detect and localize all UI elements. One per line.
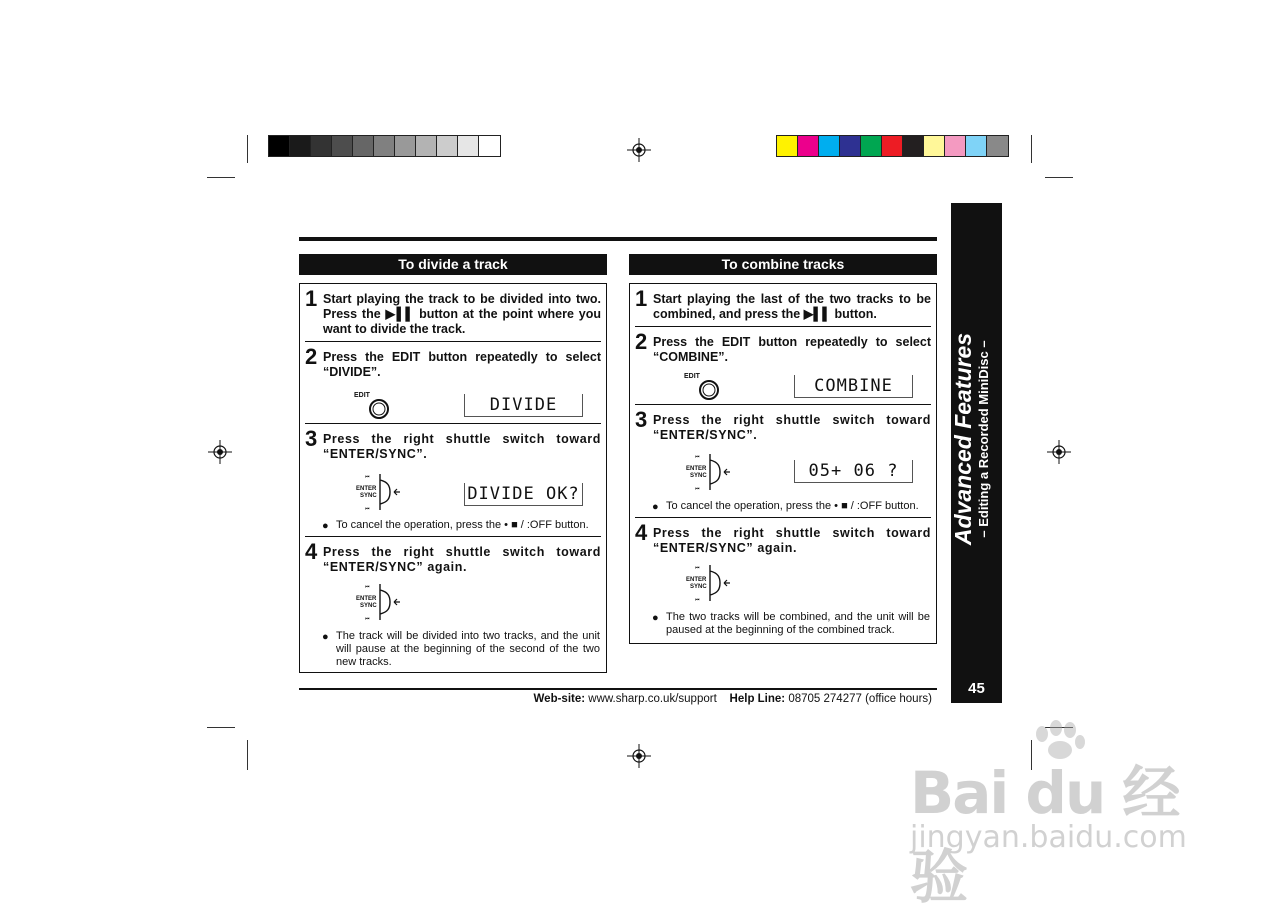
registration-mark-icon xyxy=(627,138,651,162)
edit-button-illustration xyxy=(354,392,404,418)
color-swatch xyxy=(987,136,1008,156)
color-swatch xyxy=(861,136,882,156)
color-swatch xyxy=(777,136,798,156)
chapter-sidebar xyxy=(951,203,1002,703)
enter-label: ENTER xyxy=(686,577,707,583)
divider xyxy=(635,404,931,405)
website-label: Web-site: xyxy=(533,693,586,705)
trim-mark xyxy=(1031,135,1032,163)
svg-text:⏮: ⏮ xyxy=(365,584,370,590)
website-link[interactable]: www.sharp.co.uk/support xyxy=(588,693,717,705)
step-number: 3 xyxy=(305,426,318,451)
edit-button-icon xyxy=(698,379,720,401)
edit-label: EDIT xyxy=(684,373,700,380)
svg-text:⏮: ⏮ xyxy=(695,454,700,460)
svg-text:⏮: ⏮ xyxy=(695,597,700,603)
trim-mark xyxy=(207,177,235,178)
color-swatch xyxy=(966,136,987,156)
footer xyxy=(534,692,932,706)
color-swatch xyxy=(798,136,819,156)
gray-calibration-strip xyxy=(268,135,501,157)
page-number: 45 xyxy=(968,680,985,697)
divider xyxy=(635,517,931,518)
helpline-number: 08705 274277 (office hours) xyxy=(788,693,932,705)
edit-button-illustration xyxy=(684,373,734,399)
color-swatch xyxy=(903,136,924,156)
step-text: Press the right shuttle switch toward “ENTER/SYNC”. xyxy=(323,432,601,461)
bullet-icon: ● xyxy=(652,501,659,513)
divide-step-3 xyxy=(305,426,601,462)
divider xyxy=(635,326,931,327)
sync-label: SYNC xyxy=(690,584,707,590)
result-note xyxy=(652,611,930,637)
color-swatch xyxy=(374,136,395,156)
combine-header: To combine tracks xyxy=(629,254,937,275)
bullet-icon: ● xyxy=(652,612,659,624)
step-text: Press the right shuttle switch toward “ENTER/SYNC” again. xyxy=(653,526,931,555)
enter-label: ENTER xyxy=(686,466,707,472)
cancel-note xyxy=(652,500,928,513)
trim-mark xyxy=(247,740,248,770)
note-text: To cancel the operation, press the • ■ / :OFF button. xyxy=(666,500,919,512)
step-number: 4 xyxy=(305,539,318,564)
step-number: 2 xyxy=(635,329,648,354)
svg-text:⏮: ⏮ xyxy=(695,486,700,492)
color-swatch xyxy=(290,136,311,156)
lcd-display: DIVIDE xyxy=(464,394,583,417)
note-text: To cancel the operation, press the • ■ / :OFF button. xyxy=(336,519,589,531)
color-swatch xyxy=(840,136,861,156)
step-text: Press the EDIT button repeatedly to select “DIVIDE”. xyxy=(323,350,601,379)
step-text: Press the right shuttle switch toward “ENTER/SYNC”. xyxy=(653,413,931,442)
divide-step-4 xyxy=(305,539,601,575)
lcd-display: 05+ 06 ? xyxy=(794,460,913,483)
step-text: Start playing the track to be divided into two. Press the ▶▌▌ button at the point where you want to divide the track. xyxy=(323,292,601,336)
color-swatch xyxy=(924,136,945,156)
step-number: 1 xyxy=(305,286,318,311)
note-text: The track will be divided into two tracks, and the unit will pause at the beginning of the second of the two new tracks. xyxy=(336,630,600,668)
svg-text:⏮: ⏮ xyxy=(365,474,370,480)
color-swatch xyxy=(458,136,479,156)
combine-panel xyxy=(629,283,937,644)
trim-mark xyxy=(207,727,235,728)
top-rule xyxy=(299,237,937,241)
trim-mark xyxy=(1045,177,1073,178)
bottom-rule xyxy=(299,688,937,690)
registration-mark-icon xyxy=(627,744,651,768)
edit-button-icon xyxy=(368,398,390,420)
cancel-note xyxy=(322,519,598,532)
combine-step-1 xyxy=(635,286,931,322)
note-text: The two tracks will be combined, and the unit will be paused at the beginning of the combined track. xyxy=(666,611,930,636)
color-swatch xyxy=(437,136,458,156)
combine-step-4 xyxy=(635,520,931,556)
chapter-title-text: Advanced Features xyxy=(950,332,976,546)
enter-label: ENTER xyxy=(356,596,377,602)
combine-step-2 xyxy=(635,329,931,365)
shuttle-switch-illustration xyxy=(354,582,410,622)
bullet-icon: ● xyxy=(322,520,329,532)
step-number: 1 xyxy=(635,286,648,311)
registration-mark-icon xyxy=(208,440,232,464)
helpline-label: Help Line: xyxy=(729,693,786,705)
divider xyxy=(305,341,601,342)
sync-label: SYNC xyxy=(690,473,707,479)
color-swatch xyxy=(882,136,903,156)
trim-mark xyxy=(247,135,248,163)
step-number: 3 xyxy=(635,407,648,432)
result-note xyxy=(322,630,600,669)
step-number: 2 xyxy=(305,344,318,369)
color-swatch xyxy=(479,136,500,156)
svg-text:⏮: ⏮ xyxy=(365,506,370,512)
bullet-icon: ● xyxy=(322,631,329,643)
color-swatch xyxy=(311,136,332,156)
combine-step-3 xyxy=(635,407,931,443)
step-text: Press the EDIT button repeatedly to select “COMBINE”. xyxy=(653,335,931,364)
divider xyxy=(305,536,601,537)
step-number: 4 xyxy=(635,520,648,545)
shuttle-switch-illustration xyxy=(684,563,740,603)
watermark-brand: Bai du 经验 xyxy=(910,759,1179,911)
step-text: Start playing the last of the two tracks to be combined, and press the ▶▌▌ button. xyxy=(653,292,931,321)
svg-text:⏮: ⏮ xyxy=(695,565,700,571)
shuttle-switch-illustration xyxy=(354,472,410,512)
registration-mark-icon xyxy=(1047,440,1071,464)
enter-label: ENTER xyxy=(356,486,377,492)
svg-text:⏮: ⏮ xyxy=(365,616,370,622)
shuttle-switch-illustration xyxy=(684,452,740,492)
sync-label: SYNC xyxy=(360,493,377,499)
color-calibration-strip xyxy=(776,135,1009,157)
divider xyxy=(305,423,601,424)
lcd-display: COMBINE xyxy=(794,375,913,398)
color-swatch xyxy=(416,136,437,156)
chapter-title xyxy=(950,244,1002,634)
edit-label: EDIT xyxy=(354,392,370,399)
step-text: Press the right shuttle switch toward “ENTER/SYNC” again. xyxy=(323,545,601,574)
color-swatch xyxy=(353,136,374,156)
color-swatch xyxy=(269,136,290,156)
chapter-subtitle: – Editing a Recorded MiniDisc – xyxy=(976,340,991,538)
color-swatch xyxy=(332,136,353,156)
watermark-url: jingyan.baidu.com xyxy=(910,820,1187,855)
baidu-watermark xyxy=(910,720,1210,911)
divide-header: To divide a track xyxy=(299,254,607,275)
lcd-display: DIVIDE OK? xyxy=(464,483,583,506)
sync-label: SYNC xyxy=(360,603,377,609)
divide-step-1 xyxy=(305,286,601,337)
color-swatch xyxy=(945,136,966,156)
divide-panel xyxy=(299,283,607,673)
divide-step-2 xyxy=(305,344,601,380)
color-swatch xyxy=(395,136,416,156)
color-swatch xyxy=(819,136,840,156)
